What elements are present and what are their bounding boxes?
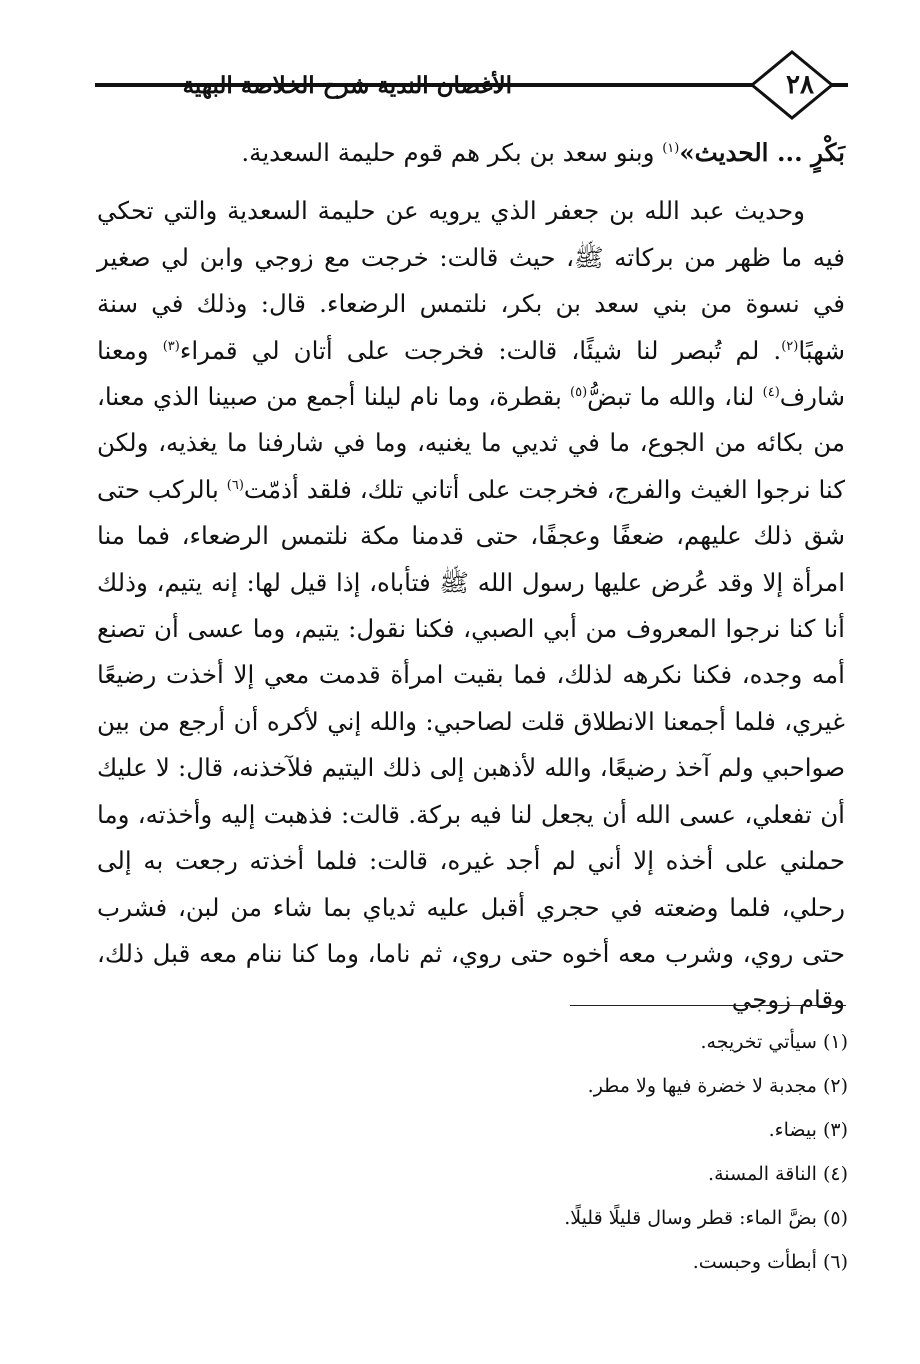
footnote-4: (٤) الناقة المسنة.: [708, 1163, 848, 1185]
page-number: ٢٨: [786, 70, 814, 100]
paragraph-2: [97, 188, 845, 1023]
paragraph-2-text: ومعنا شارف: [97, 335, 845, 412]
paragraph-1-text: وبنو سعد بن بكر هم قوم حليمة السعدية.: [241, 138, 663, 167]
footnote-marker-2[interactable]: (٢): [781, 338, 799, 354]
paragraph-2-text: بقطرة، وما نام ليلنا أجمع من صبينا الذي معنا، من بكائه من الجوع، ما في ثديي ما يغنيه، وما في شارفنا ما يغذيه، ولكن كنا نرجوا الغيث والفرج، فخرجت على أتاني تلك، فلقد أذمّت: [97, 382, 845, 504]
footnote-1: (١) سيأتي تخريجه.: [700, 1031, 848, 1053]
footnote-3: (٣) بيضاء.: [768, 1119, 848, 1141]
footnote-divider: [570, 1005, 846, 1006]
footnote-marker-4[interactable]: (٤): [762, 384, 780, 400]
footnote-marker-1[interactable]: (١): [662, 140, 680, 156]
paragraph-1: [97, 130, 845, 176]
footnote-marker-6[interactable]: (٦): [226, 477, 244, 493]
footnote-5: (٥) بضَّ الماء: قطر وسال قليلًا قليلًا.: [564, 1207, 848, 1229]
main-text: [97, 130, 845, 1024]
paragraph-2-text: لنا، والله ما تبضُّ: [587, 382, 763, 412]
hadith-ref: بَكْرٍ ... الحديث»: [679, 138, 845, 167]
page-header: [0, 0, 920, 130]
header-ornament: [0, 0, 920, 130]
footnote-marker-3[interactable]: (٣): [162, 338, 180, 354]
paragraph-2-text: وحديث عبد الله بن جعفر الذي يرويه عن حليمة السعدية والتي تحكي فيه ما ظهر من بركاته ﷺ، حيث قالت: خرجت مع زوجي وابن لي صغير في نسوة من بني سعد بن بكر، نلتمس الرضعاء. قال: وذلك في سنة شهبًا: [97, 196, 846, 365]
footnote-marker-5[interactable]: (٥): [570, 384, 588, 400]
paragraph-2-text: . لم تُبصر لنا شيئًا، قالت: فخرجت على أتان لي قمراء: [179, 335, 782, 365]
footnotes: [420, 1022, 848, 1286]
footnote-2: (٢) مجدبة لا خضرة فيها ولا مطر.: [587, 1075, 848, 1097]
paragraph-2-text: بالركب حتى شق ذلك عليهم، ضعفًا وعجفًا، حتى قدمنا مكة نلتمس الرضعاء، فما منا امرأة إلا وقد عُرض عليها رسول الله ﷺ فتأباه، إذا قيل لها: إنه يتيم، وذلك أنا كنا نرجوا المعروف من أبي الصبي، فكنا نقول: يتيم، وما عسى أن تصنع أمه وجده، فكنا نكرهه لذلك، فما بقيت امرأة قدمت معي إلا أخذت رضيعًا غيري، فلما أجمعنا الانطلاق قلت لصاحبي: والله إني لأكره أن أرجع من بين صواحبي ولم آخذ رضيعًا، والله لأذهبن إلى ذلك اليتيم فلآخذنه، قال: لا عليك أن تفعلي، عسى الله أن يجعل لنا فيه بركة. قالت: فذهبت إليه وأخذته، وما حملني على أخذه إلا أني لم أجد غيره، قالت: فلما أخذته رجعت به إلى رحلي، فلما وضعته في حجري أقبل عليه ثدياي بما شاء من لبن، فشرب حتى روي، وشرب معه أخوه حتى روي، ثم ناما، وما كنا ننام معه قبل ذلك، وقام زوجي: [97, 474, 845, 1015]
footnote-6: (٦) أبطأت وحبست.: [692, 1251, 848, 1273]
running-title: الأغصان الندية شرح الخلاصة البهية: [182, 72, 512, 99]
